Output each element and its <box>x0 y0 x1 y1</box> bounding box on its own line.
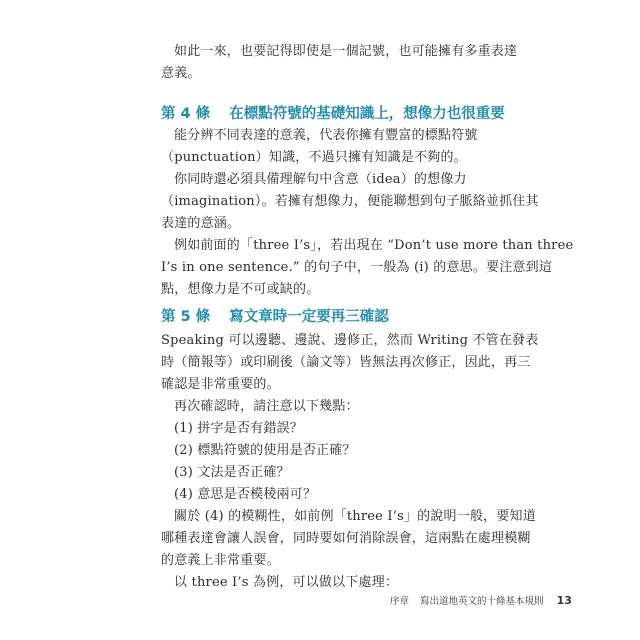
list-item: (3) 文法是否正確？ <box>174 465 290 480</box>
paragraph-line: 點，想像力是不可或缺的。 <box>161 282 320 297</box>
paragraph-line: （punctuation）知識，不過只擁有知識是不夠的。 <box>161 150 467 165</box>
paragraph-line: 的意義上非常重要。 <box>161 553 280 568</box>
paragraph-line: 確認是非常重要的。 <box>161 377 280 392</box>
paragraph-line: 時（簡報等）或印刷後（論文等）皆無法再次修正，因此，再三 <box>161 355 531 370</box>
running-footer <box>390 593 572 607</box>
paragraph-line: 關於 (4) 的模糊性，如前例「three I’s」的說明一般，要知道 <box>174 509 536 524</box>
paragraph-line: 以 three I’s 為例，可以做以下處理： <box>174 575 399 590</box>
paragraph-line: （imagination）。若擁有想像力，便能聯想到句子脈絡並抓住其 <box>161 194 539 209</box>
section-body-4 <box>161 125 574 301</box>
section-title: 在標點符號的基礎知識上，想像力也很重要 <box>229 106 505 122</box>
paragraph-line: I’s in one sentence.” 的句子中，一般為 (i) 的意思。要注意到這 <box>161 260 553 275</box>
paragraph-line: 再次確認時，請注意以下幾點： <box>174 399 359 414</box>
paragraph-line: 如此一來，也要記得即使是一個記號，也可能擁有多重表達 <box>174 44 518 59</box>
list-item: (4) 意思是否模稜兩可？ <box>174 487 317 502</box>
footer-chapter-title: 寫出道地英文的十條基本規則 <box>420 596 544 607</box>
section-title: 寫文章時一定要再三確認 <box>229 309 389 325</box>
paragraph-line: Speaking 可以邊聽、邊說、邊修正，然而 Writing 不管在發表 <box>161 333 539 348</box>
section-heading-4 <box>161 102 505 123</box>
section-number: 第 5 條 <box>161 309 211 325</box>
section-heading-5 <box>161 305 501 326</box>
paragraph-line: 表達的意涵。 <box>161 216 241 231</box>
paragraph-line: 例如前面的「three I’s」，若出現在 “Don’t use more than three <box>174 238 574 253</box>
paragraph-line: 意義。 <box>161 66 201 81</box>
page-number: 13 <box>556 594 572 607</box>
section-number: 第 4 條 <box>161 106 211 122</box>
footer-chapter: 序章 <box>390 596 410 607</box>
intro-paragraph <box>161 41 518 85</box>
paragraph-line: 你同時還必須具備理解句中含意（idea）的想像力 <box>174 172 467 187</box>
section-body-5 <box>161 330 539 594</box>
paragraph-line: 哪種表達會讓人誤會，同時要如何消除誤會，這兩點在處理模糊 <box>161 531 531 546</box>
list-item: (2) 標點符號的使用是否正確？ <box>174 443 356 458</box>
paragraph-line: 能分辨不同表達的意義，代表你擁有豐富的標點符號 <box>174 128 478 143</box>
list-item: (1) 拼字是否有錯誤？ <box>174 421 303 436</box>
